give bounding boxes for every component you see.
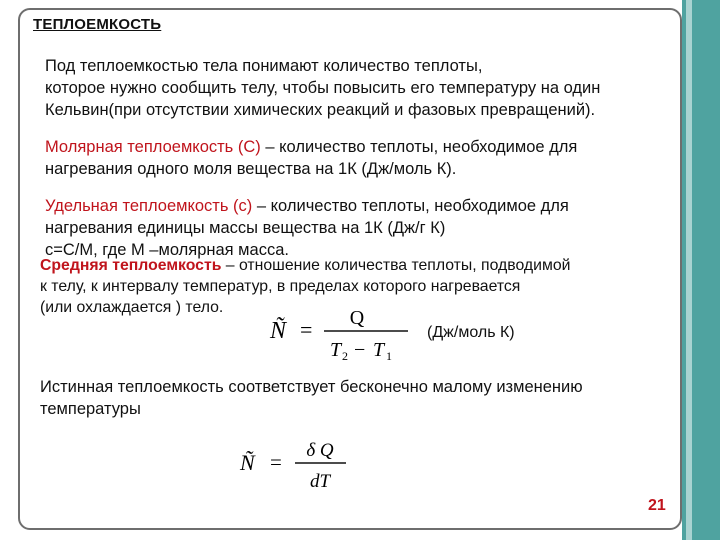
formula-denominator: dT	[309, 471, 331, 492]
molar-capacity-term: Молярная теплоемкость (С)	[45, 138, 261, 156]
formula-den-t1: T	[373, 339, 385, 361]
true-capacity-paragraph	[40, 376, 583, 420]
definition-line: Под теплоемкостью тела понимают количество теплоты,	[45, 57, 483, 75]
specific-capacity-line: с=С/М, где М –молярная масса.	[45, 241, 289, 259]
molar-capacity-paragraph	[45, 136, 577, 180]
molar-capacity-line: нагревания одного моля вещества на 1К (Дж/моль К).	[45, 160, 457, 178]
average-capacity-line: (или охлаждается ) тело.	[40, 299, 224, 316]
formula-lhs: Ñ	[270, 318, 287, 344]
formula-numerator: δ Q	[306, 440, 334, 461]
molar-capacity-text: – количество теплоты, необходимое для	[260, 138, 578, 156]
specific-capacity-paragraph	[45, 195, 569, 261]
formula-equals: =	[300, 317, 313, 342]
average-capacity-formula	[268, 304, 418, 364]
specific-capacity-term: Удельная теплоемкость (с)	[45, 197, 253, 215]
formula-den-minus: −	[354, 339, 366, 361]
definition-line: Кельвин(при отсутствии химических реакций и фазовых превращений).	[45, 101, 596, 119]
slide-title: ТЕПЛОЕМКОСТЬ	[33, 16, 162, 33]
formula-units: (Дж/моль К)	[427, 324, 515, 341]
page-number: 21	[648, 497, 666, 514]
side-stripe	[686, 0, 692, 540]
average-capacity-line: к телу, к интервалу температур, в пределах которого нагревается	[40, 278, 521, 295]
formula-den-sub1: 1	[386, 349, 392, 363]
true-capacity-line: Истинная теплоемкость соответствует бесконечно малому изменению	[40, 378, 583, 396]
true-capacity-formula	[238, 436, 358, 494]
formula-numerator: Q	[349, 307, 365, 329]
true-capacity-line: температуры	[40, 400, 141, 418]
average-capacity-text: – отношение количества теплоты, подводимой	[221, 257, 571, 274]
definition-paragraph	[45, 55, 600, 121]
specific-capacity-text: – количество теплоты, необходимое для	[252, 197, 569, 215]
average-capacity-term: Средняя теплоемкость	[40, 257, 222, 274]
formula-lhs: Ñ	[240, 450, 255, 475]
specific-capacity-line: нагревания единицы массы вещества на 1К (Дж/г К)	[45, 219, 446, 237]
formula-den-t2: T	[330, 339, 342, 361]
formula-den-sub2: 2	[342, 349, 348, 363]
definition-line: которое нужно сообщить телу, чтобы повысить его температуру на один	[45, 79, 601, 97]
formula-equals: =	[270, 450, 282, 474]
side-decoration-bar	[682, 0, 720, 540]
